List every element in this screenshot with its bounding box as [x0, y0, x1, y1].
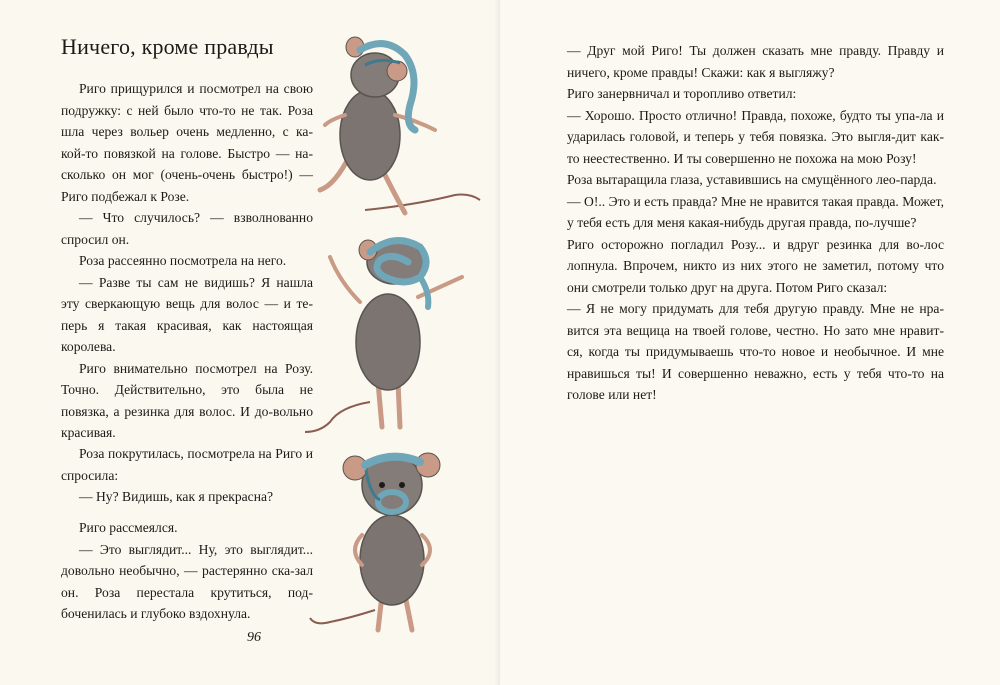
paragraph: — Что случилось? — взволнованно спросил он. — [61, 210, 313, 247]
paragraph: — Хорошо. Просто отлично! Правда, похоже, будто ты упа-ла и ударилась головой, и теперь у тебя повязка. Это выгля-дит как-то неестественно. И ты совершенно не похожа на мою Розу! — [567, 107, 944, 166]
mouse-arm — [330, 257, 360, 302]
paragraph: Риго рассмеялся. — [79, 520, 178, 535]
paragraph: Риго осторожно погладил Розу... и вдруг резинка для во-лос лопнула. Впрочем, никто из них этого не заметил, потому что они смотрели только друг на друга. Потом Риго сказал: — [567, 236, 944, 295]
chapter-title: Ничего, кроме правды — [61, 34, 274, 59]
paragraph: Роза вытаращила глаза, уставившись на смущённого лео-парда. — [567, 172, 937, 187]
paragraph: — О!.. Это и есть правда? Мне не нравится такая правда. Может, у тебя есть для меня какая-нибудь другая правда, по-лучше? — [567, 193, 944, 230]
paragraph: — Я не могу придумать для тебя другую правду. Мне не нра-вится эта вещица на твоей голове, честно. Но зато мне нравит-ся, когда ты придумываешь что-то новое и необычное. И мне нравишься ты! И совершенно неважно, есть у тебя что-то на голове или нет! — [567, 301, 944, 402]
mouse-tail — [305, 402, 370, 432]
mouse-tail — [365, 195, 480, 210]
mouse-eye — [379, 482, 385, 488]
hair-band-tail — [420, 277, 428, 307]
mouse-body — [356, 294, 420, 390]
mouse-illustration-3 — [300, 440, 480, 640]
mouse-leg — [398, 382, 400, 427]
mouse-tail — [310, 610, 375, 623]
paragraph: Риго внимательно посмотрел на Розу. Точно. Действительно, это была не повязка, а резинка для волос. И до-вольно красивая. — [61, 360, 313, 440]
mouse-body — [360, 515, 424, 605]
paragraph: Риго прищурился и посмотрел на свою подружку: с ней было что-то не так. Роза шла через вольер очень медленно, с ка-кой-то повязкой на голове. Быстро — на-сколько он мог (очень-очень быстро!) — Риго подбежал к Розе. — [61, 81, 313, 204]
mouse-illustration-2 — [300, 232, 480, 437]
paragraph: — Это выглядит... Ну, это выглядит... довольно необычно, — растерянно ска-зал он. Роза перестала крутиться, под-боченилась и глубоко вздохнула. — [61, 541, 313, 621]
text-block-4 — [61, 517, 313, 625]
mouse-body — [340, 90, 400, 180]
text-block-2 — [61, 250, 313, 444]
right-text-column — [567, 40, 944, 406]
paragraph: — Разве ты сам не видишь? Я нашла эту сверкающую вещь для волос — и те-перь я такая красивая, как настоящая королева. — [61, 274, 313, 354]
mouse-ear — [387, 61, 407, 81]
mouse-eye — [399, 482, 405, 488]
paragraph: Риго занервничал и торопливо ответил: — [567, 86, 797, 101]
paragraph: — Друг мой Риго! Ты должен сказать мне правду. Правду и ничего, кроме правды! Скажи: как я выгляжу? — [567, 43, 944, 80]
paragraph: Роза покрутилась, посмотрела на Риго и спросила: — [61, 446, 313, 483]
mouse-illustration-1 — [305, 35, 485, 220]
paragraph: — Ну? Видишь, как я прекрасна? — [79, 489, 274, 504]
text-block-1 — [61, 78, 313, 250]
paragraph: Роза рассеянно посмотрела на него. — [79, 253, 287, 268]
text-block-3 — [61, 443, 313, 508]
page-number: 96 — [247, 630, 261, 645]
